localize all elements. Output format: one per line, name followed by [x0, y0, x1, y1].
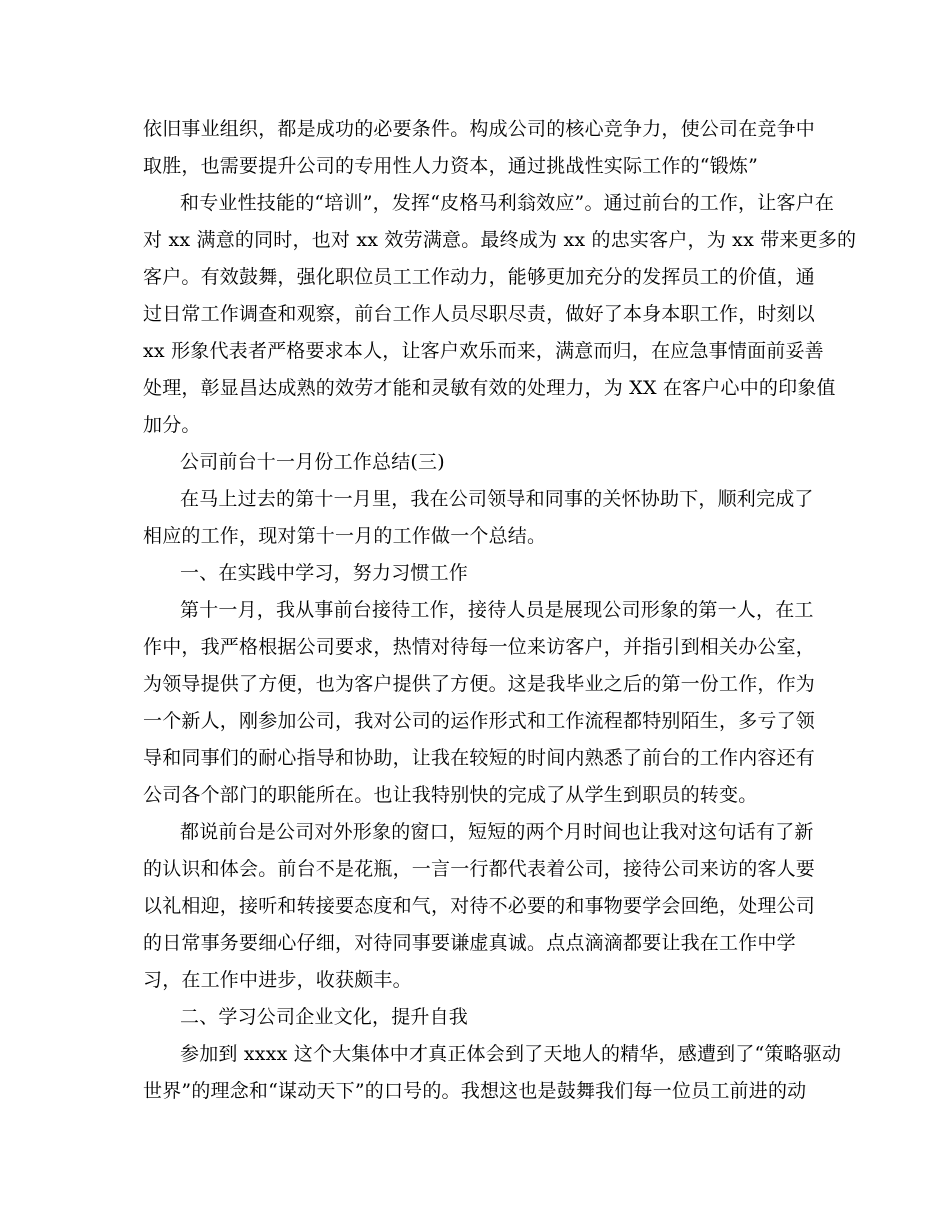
text-line: 加分。	[143, 414, 201, 436]
text-line: 以礼相迎，接听和转接要态度和气，对待不必要的和事物要学会回绝，处理公司	[143, 895, 816, 917]
text-line: 都说前台是公司对外形象的窗口，短短的两个月时间也让我对这句话有了新	[180, 821, 814, 843]
section-heading: 二、学习公司企业文化，提升自我	[180, 1006, 469, 1028]
text-line: 取胜，也需要提升公司的专用性人力资本，通过挑战性实际工作的“锻炼”	[143, 155, 759, 177]
text-line: 过日常工作调查和观察，前台工作人员尽职尽责，做好了本身本职工作，时刻以	[143, 303, 816, 325]
text-line: 世界”的理念和“谋动天下”的口号的。我想这也是鼓舞我们每一位员工前进的动	[143, 1080, 807, 1102]
text-line: 一个新人，刚参加公司，我对公司的运作形式和工作流程都特别陌生，多亏了领	[143, 710, 816, 732]
text-line: 第十一月，我从事前台接待工作，接待人员是展现公司形象的第一人，在工	[180, 599, 814, 621]
text-line: 对 xx 满意的同时，也对 xx 效劳满意。最终成为 xx 的忠实客户，为 xx 带来更多的	[143, 229, 857, 251]
text-line: 参加到 xxxx 这个大集体中才真正体会到了天地人的精华，感遭到了“策略驱动	[180, 1043, 842, 1065]
text-line: 处理，彰显昌达成熟的效劳才能和灵敏有效的处理力，为 XX 在客户心中的印象值	[143, 377, 836, 399]
text-line: 在马上过去的第十一月里，我在公司领导和同事的关怀协助下，顺利完成了	[180, 488, 814, 510]
section-heading: 公司前台十一月份工作总结(三)	[180, 451, 445, 473]
text-line: xx 形象代表者严格要求本人，让客户欢乐而来，满意而归，在应急事情面前妥善	[143, 340, 824, 362]
text-line: 作中，我严格根据公司要求，热情对待每一位来访客户，并指引到相关办公室，	[143, 636, 816, 658]
text-line: 导和同事们的耐心指导和协助，让我在较短的时间内熟悉了前台的工作内容还有	[143, 747, 816, 769]
text-line: 依旧事业组织，都是成功的必要条件。构成公司的核心竞争力，使公司在竞争中	[143, 118, 816, 140]
text-line: 的日常事务要细心仔细，对待同事要谦虚真诚。点点滴滴都要让我在工作中学	[143, 932, 796, 954]
text-line: 和专业性技能的“培训”，发挥“皮格马利翁效应”。通过前台的工作，让客户在	[180, 192, 835, 214]
text-line: 的认识和体会。前台不是花瓶，一言一行都代表着公司，接待公司来访的客人要	[143, 858, 816, 880]
text-line: 公司各个部门的职能所在。也让我特别快的完成了从学生到职员的转变。	[143, 784, 758, 806]
text-line: 相应的工作，现对第十一月的工作做一个总结。	[143, 525, 547, 547]
section-heading: 一、在实践中学习，努力习惯工作	[180, 562, 469, 584]
text-line: 为领导提供了方便，也为客户提供了方便。这是我毕业之后的第一份工作，作为	[143, 673, 816, 695]
text-line: 客户。有效鼓舞，强化职位员工工作动力，能够更加充分的发挥员工的价值，通	[143, 266, 816, 288]
text-line: 习，在工作中进步，收获颇丰。	[143, 969, 412, 991]
